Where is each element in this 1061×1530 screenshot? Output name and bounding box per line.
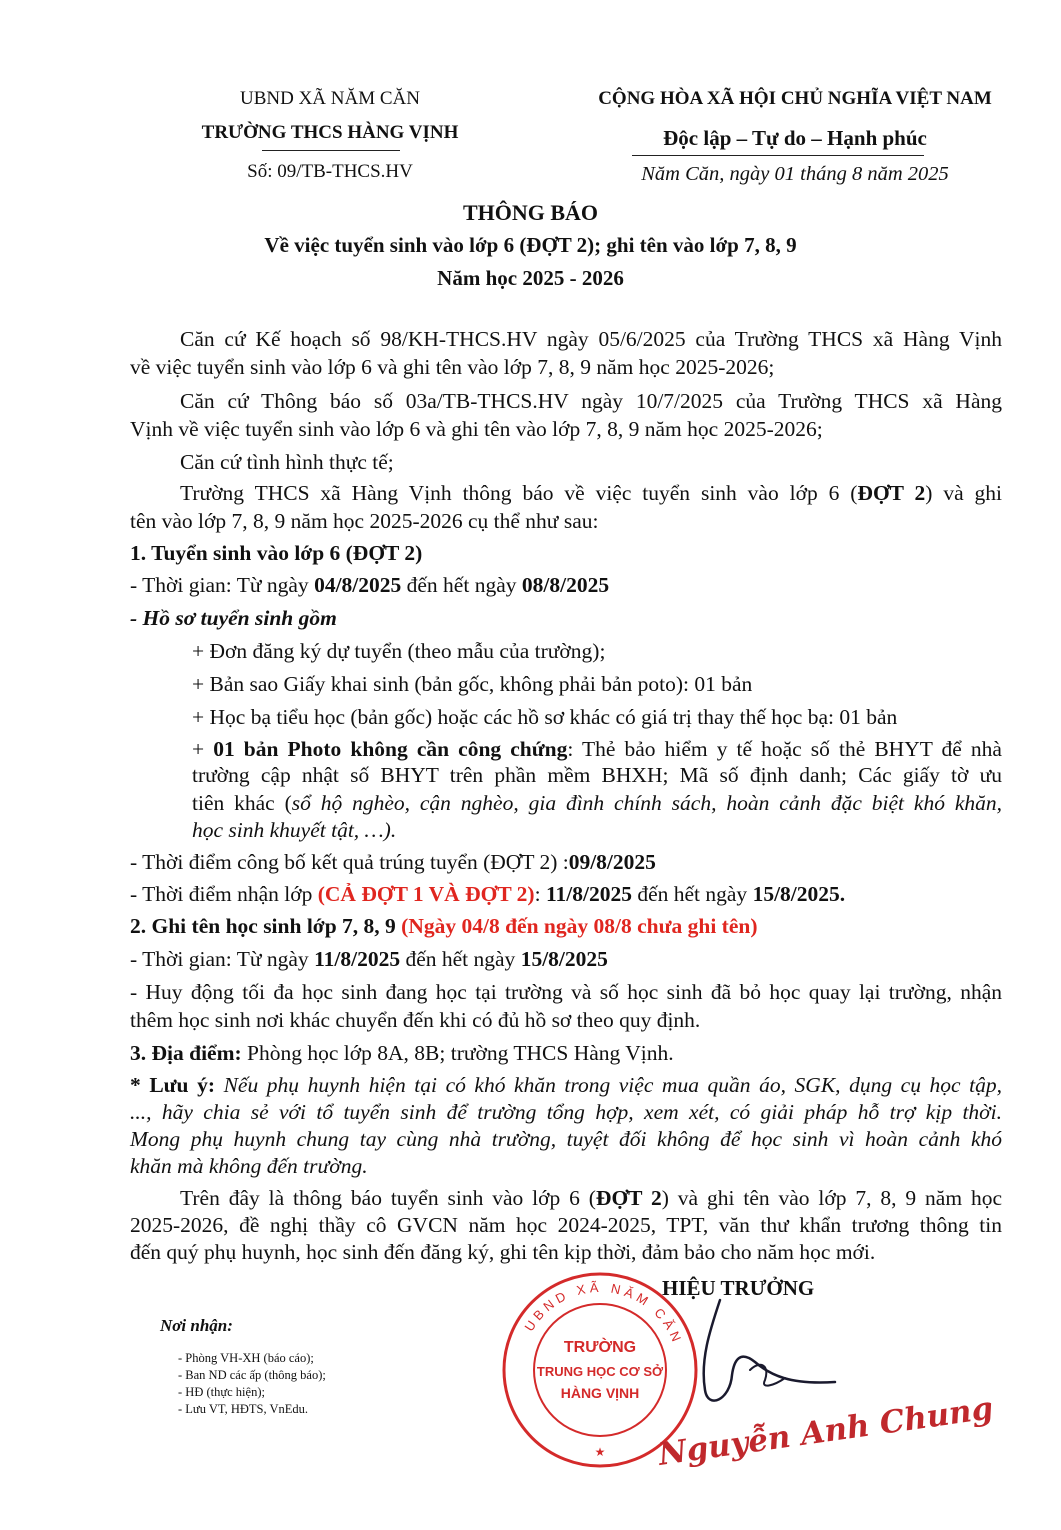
signature-flourish — [750, 1365, 785, 1386]
note-line1: * Lưu ý: Nếu phụ huynh hiện tại có khó khăn trong việc mua quần áo, SGK, dụng cụ học tập, — [130, 1073, 1002, 1097]
notice-title: THÔNG BÁO — [462, 200, 599, 225]
recipient-item: - Ban ND các ấp (thông báo); — [178, 1368, 326, 1382]
closing-line1: Trên đây là thông báo tuyển sinh vào lớp 6 (ĐỢT 2) và ghi tên vào lớp 7, 8, 9 năm học — [180, 1186, 1003, 1210]
signer-title: HIỆU TRƯỞNG — [662, 1276, 815, 1300]
stamp-line1: TRƯỜNG — [563, 1339, 637, 1356]
intro-plan-line2: về việc tuyển sinh vào lớp 6 và ghi tên vào lớp 7, 8, 9 năm học 2025-2026; — [130, 355, 775, 379]
both-rounds-highlight: (CẢ ĐỢT 1 VÀ ĐỢT 2) — [317, 882, 535, 906]
section1-class-date: - Thời điểm nhận lớp (CẢ ĐỢT 1 VÀ ĐỢT 2): 11/8/2025 đến hết ngày 15/8/2025. — [130, 882, 846, 906]
note-line4: khăn mà không đến trường. — [130, 1154, 368, 1178]
intro-notice-line1: Căn cứ Thông báo số 03a/TB-THCS.HV ngày 10/7/2025 của Trường THCS xã Hàng — [180, 389, 1002, 413]
stamp-line2: TRUNG HỌC CƠ SỞ — [536, 1364, 664, 1379]
recipient-item: - HĐ (thực hiện); — [178, 1385, 265, 1399]
national-motto: Độc lập – Tự do – Hạnh phúc — [663, 126, 927, 150]
notice-school-year: Năm học 2025 - 2026 — [437, 266, 624, 290]
intro-announce-line2: tên vào lớp 7, 8, 9 năm học 2025-2026 cụ thể như sau: — [130, 509, 599, 533]
national-title: CỘNG HÒA XÃ HỘI CHỦ NGHĨA VIỆT NAM — [598, 88, 992, 109]
section2-heading: 2. Ghi tên học sinh lớp 7, 8, 9 (Ngày 04/8 đến ngày 08/8 chưa ghi tên) — [130, 914, 758, 938]
document-number: Số: 09/TB-THCS.HV — [247, 161, 413, 182]
intro-basis: Căn cứ tình hình thực tế; — [180, 450, 394, 474]
section2-warning: (Ngày 04/8 đến ngày 08/8 chưa ghi tên) — [401, 914, 758, 938]
docs-item-report-card: + Học bạ tiểu học (bản gốc) hoặc các hồ sơ khác có giá trị thay thế học bạ: 01 bản — [192, 705, 898, 729]
closing-line2: 2025-2026, đề nghị thầy cô GVCN năm học 2024-2025, TPT, văn thư khẩn trương thông tin — [130, 1213, 1002, 1237]
star-icon: ★ — [594, 1445, 606, 1459]
intro-announce-line1: Trường THCS xã Hàng Vịnh thông báo về việc tuyển sinh vào lớp 6 (ĐỢT 2) và ghi — [180, 481, 1002, 505]
section3-location: 3. Địa điểm: Phòng học lớp 8A, 8B; trường THCS Hàng Vịnh. — [130, 1041, 674, 1065]
docs-item-photocopies-line2: trường cập nhật số BHYT trên phần mềm BHXH; Mã số định danh; Các giấy tờ ưu — [192, 763, 1002, 787]
intro-plan-line1: Căn cứ Kế hoạch số 98/KH-THCS.HV ngày 05/6/2025 của Trường THCS xã Hàng Vịnh — [180, 327, 1002, 351]
recipients-title: Nơi nhận: — [160, 1316, 233, 1335]
section1-result-date: - Thời điểm công bố kết quả trúng tuyển (ĐỢT 2) :09/8/2025 — [130, 850, 656, 874]
motto-underline — [632, 155, 924, 156]
section1-time: - Thời gian: Từ ngày 04/8/2025 đến hết ngày 08/8/2025 — [130, 573, 610, 597]
notice-subject: Về việc tuyển sinh vào lớp 6 (ĐỢT 2); ghi tên vào lớp 7, 8, 9 — [264, 233, 797, 257]
stamp-line3: HÀNG VỊNH — [560, 1385, 640, 1401]
closing-line3: đến quý phụ huynh, học sinh đến đăng ký, ghi tên kịp thời, đảm bảo cho năm học mới. — [130, 1240, 876, 1264]
recipient-item: - Phòng VH-XH (báo cáo); — [178, 1351, 314, 1365]
docs-item-photocopies-line3: tiên khác (sổ hộ nghèo, cận nghèo, gia đình chính sách, hoàn cảnh đặc biệt khó khăn, — [192, 791, 1002, 815]
section1-docs-heading: - Hồ sơ tuyển sinh gồm — [130, 606, 337, 630]
docs-item-birth-certificate: + Bản sao Giấy khai sinh (bản gốc, không phải bản poto): 01 bản — [192, 672, 753, 696]
section2-mobilize-line2: thêm học sinh nơi khác chuyển đến khi có đủ hồ sơ theo quy định. — [130, 1008, 701, 1032]
docs-item-application: + Đơn đăng ký dự tuyển (theo mẫu của trường); — [192, 639, 606, 663]
signer-name: Nguyễn Anh Chung — [656, 1390, 996, 1473]
note-line3: Mong phụ huynh chung tay cùng nhà trường, tuyệt đối không để học sinh vì hoàn cảnh khó — [130, 1127, 1002, 1151]
signature-image — [656, 1290, 996, 1490]
issuer-authority: UBND XÃ NĂM CĂN — [240, 88, 420, 109]
issuer-underline — [262, 150, 400, 151]
docs-item-photocopies-line4: học sinh khuyết tật, …). — [192, 818, 397, 842]
section2-mobilize-line1: - Huy động tối đa học sinh đang học tại trường và số học sinh đã bỏ học quay lại trường, nhận — [130, 980, 1002, 1004]
note-line2: ..., hãy chia sẻ với tổ tuyển sinh để trường tổng hợp, xem xét, có giải pháp hỗ trợ kịp thời. — [130, 1100, 1002, 1124]
intro-notice-line2: Vịnh về việc tuyển sinh vào lớp 6 và ghi tên vào lớp 7, 8, 9 năm học 2025-2026; — [130, 417, 823, 441]
issuer-school: TRƯỜNG THCS HÀNG VỊNH — [201, 122, 459, 143]
section2-time: - Thời gian: Từ ngày 11/8/2025 đến hết ngày 15/8/2025 — [130, 947, 608, 971]
docs-item-photocopies: + 01 bản Photo không cần công chứng: Thẻ bảo hiểm y tế hoặc số thẻ BHYT để nhà — [192, 737, 1002, 761]
section1-heading: 1. Tuyển sinh vào lớp 6 (ĐỢT 2) — [130, 541, 423, 565]
recipient-item: - Lưu VT, HĐTS, VnEdu. — [178, 1402, 309, 1416]
stamp-outer-text: UBND XÃ NĂM CĂN — [521, 1279, 686, 1348]
issue-date: Năm Căn, ngày 01 tháng 8 năm 2025 — [641, 163, 949, 185]
